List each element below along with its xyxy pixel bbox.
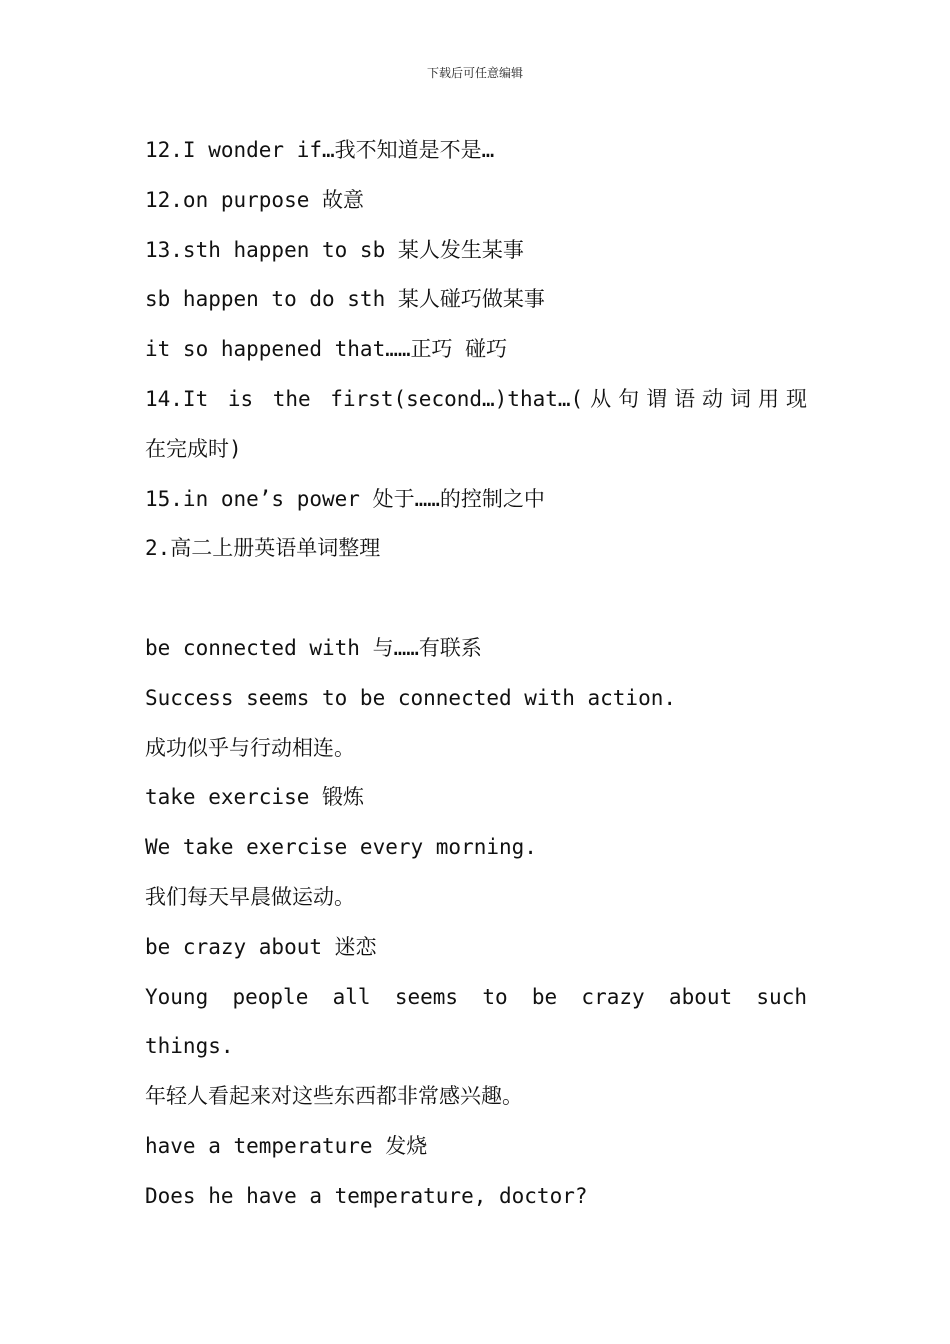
text-line: Does he have a temperature, doctor? — [145, 1183, 588, 1208]
text-line: 在完成时) — [145, 436, 242, 461]
text-line: things. — [145, 1034, 234, 1059]
text-line: be connected with 与……有联系 — [145, 635, 482, 660]
text-line: Young people all seems to be crazy about such — [145, 984, 807, 1009]
text-line: have a temperature 发烧 — [145, 1133, 428, 1158]
text-line: 年轻人看起来对这些东西都非常感兴趣。 — [145, 1084, 523, 1109]
text-line: be crazy about 迷恋 — [145, 934, 377, 959]
text-line: 14.It is the first(second…)that…(从句谓语动词用现 — [145, 386, 807, 411]
blank-line — [145, 580, 807, 630]
text-line: sb happen to do sth 某人碰巧做某事 — [145, 287, 545, 312]
text-line: 13.sth happen to sb 某人发生某事 — [145, 237, 524, 262]
text-line: 我们每天早晨做运动。 — [145, 884, 355, 909]
text-line: Success seems to be connected with action. — [145, 685, 677, 710]
text-line: 12.on purpose 故意 — [145, 187, 365, 212]
text-line: We take exercise every morning. — [145, 835, 537, 860]
document-body — [145, 132, 807, 1228]
page-header: 下载后可任意编辑 — [426, 66, 523, 80]
section-heading: 2.高二上册英语单词整理 — [145, 536, 381, 561]
text-line: take exercise 锻炼 — [145, 785, 365, 810]
text-line: 12.I wonder if…我不知道是不是… — [145, 138, 495, 162]
text-line: 成功似乎与行动相连。 — [145, 735, 355, 760]
text-line: 15.in one’s power 处于……的控制之中 — [145, 486, 545, 511]
text-line: it so happened that……正巧 碰巧 — [145, 337, 508, 362]
